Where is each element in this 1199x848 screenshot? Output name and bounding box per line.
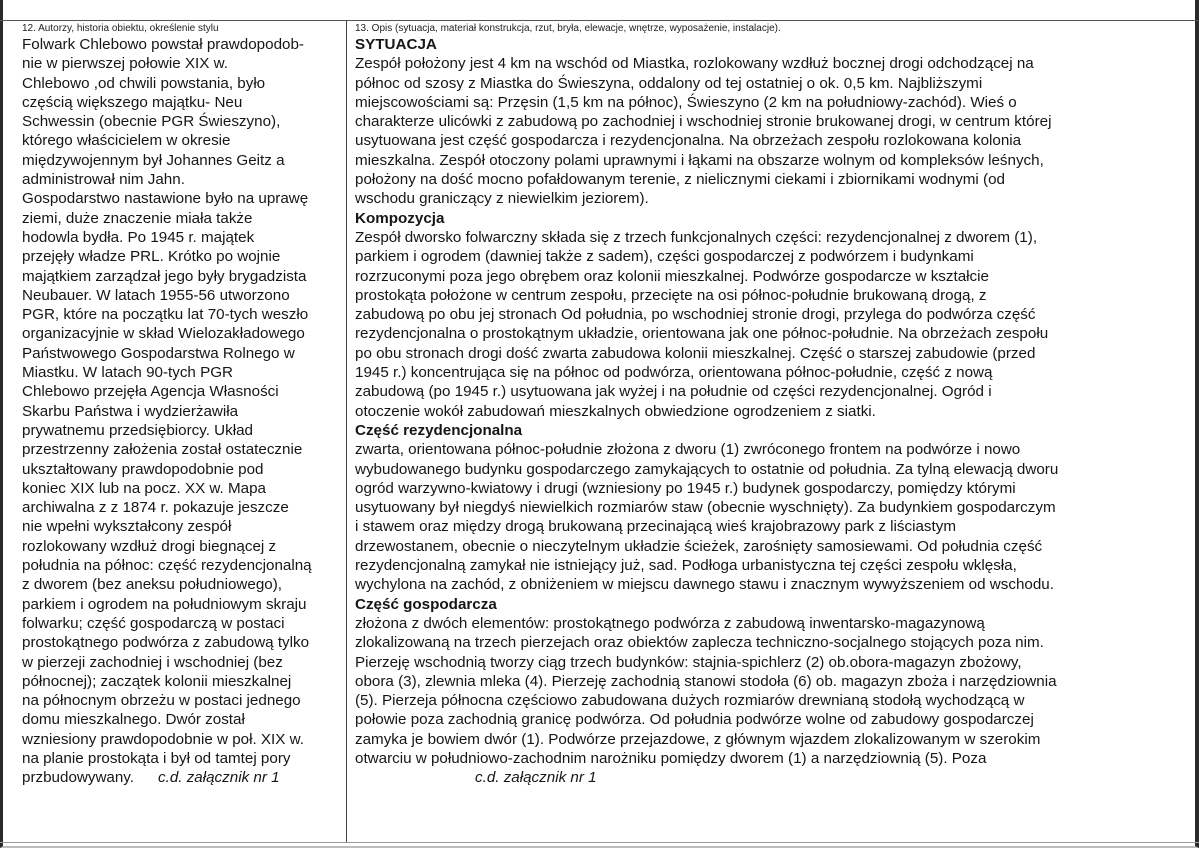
description-column <box>355 22 1190 788</box>
text-line: złożona z dwóch elementów: prostokątnego podwórza z zabudową inwentarsko-magazynową <box>355 614 985 632</box>
text-line: prywatnemu przedsiębiorcy. Układ <box>22 421 254 439</box>
continuation-line <box>355 768 1190 787</box>
text-line: koniec XIX lub na pocz. XX w. Mapa <box>22 479 266 497</box>
text-line: (5). Pierzeja północna częściowo zabudowana dużych rozmiarów drewnianą stodołą wychodzącą w <box>355 692 1025 710</box>
text-line: połowie poza zachodnią granicę podwórza. Od południa podwórze wolne od zabudowy gospodarczej <box>355 711 1034 729</box>
text-line: rozlokowany wzdłuż drogi biegnącej z <box>22 537 277 555</box>
text-line: na północnym obrzeżu w postaci jednego <box>22 692 301 710</box>
section-heading: Część rezydencjonalna <box>355 421 523 439</box>
text-line: przejęły władze PRL. Krótko po wojnie <box>22 248 281 266</box>
description-text <box>355 35 1190 788</box>
text-line: wychylona na zachód, z obniżeniem w miejscu dawnego stawu i znacznym wywyższeniem od wschodu. <box>355 576 1054 594</box>
text-line: nie wpełni wykształcony zespół <box>22 518 232 536</box>
text-line: z dworem (bez aneksu południowego), <box>22 576 283 594</box>
text-line-content: przbudowywany. <box>22 769 134 787</box>
text-line: wybudowanego budynku gospodarczego zamykających to ostatnie od południa. Za tylną elewacją dworu <box>355 460 1059 478</box>
top-rule <box>0 20 1199 21</box>
text-line: majątkiem zarządzał jego były brygadzista <box>22 267 307 285</box>
text-line: otoczenie wokół zabudowań mieszkalnych obwiedzione ogrodzeniem z siatki. <box>355 402 876 420</box>
text-line: południa na północ: część rezydencjonalną <box>22 557 312 575</box>
text-line: ziemi, duże znaczenie miała także <box>22 209 253 227</box>
continuation-note: c.d. załącznik nr 1 <box>475 769 597 787</box>
history-text <box>22 35 344 788</box>
section-heading: SYTUACJA <box>355 36 437 53</box>
text-line: Zespół dworsko folwarczny składa się z trzech funkcjonalnych części: rezydencjonalnej z dworem (1), <box>355 228 1038 246</box>
column-divider <box>346 20 347 842</box>
bottom-rule <box>0 842 1199 843</box>
text-line: prostokąta położone w centrum zespołu, przecięte na osi północ-południe brukowaną drogą, z <box>355 286 987 304</box>
text-line: zwarta, orientowana północ-południe złożona z dworu (1) zwróconego frontem na podwórze i nowo <box>355 441 1021 459</box>
text-line: na planie prostokąta i był od tamtej pory <box>22 749 291 767</box>
history-column <box>22 22 344 788</box>
text-line: usytuowany był niegdyś niewielkich rozmiarów staw (obecnie wyschnięty). Za budynkiem gospodarczym <box>355 499 1056 517</box>
text-line: wzniesiony prawdopodobnie w poł. XIX w. <box>22 730 304 748</box>
text-line: otwarciu w południowo-zachodnim narożniku pomiędzy dworem (1) a narzędziownią (5). Poza <box>355 749 987 767</box>
text-line: Zespół położony jest 4 km na wschód od Miastka, rozlokowany wzdłuż bocznej drogi odchodzącej na <box>355 55 1034 73</box>
text-line: archiwalna z z 1874 r. pokazuje jeszcze <box>22 499 289 517</box>
field-label-history: 12. Autorzy, historia obiektu, określenie stylu <box>22 23 219 34</box>
text-line: Schwessin (obecnie PGR Świeszyno), <box>22 113 281 131</box>
text-line: nie w pierwszej połowie XIX w. <box>22 55 228 73</box>
text-line: północnej); zaczątek kolonii mieszkalnej <box>22 672 292 690</box>
text-line: zabudową (po 1945 r.) usytuowana jak wyżej i na południe od części rezydencjonalnej. Ogród i <box>355 383 992 401</box>
text-line: organizacyjnie w skład Wielozakładowego <box>22 325 305 343</box>
text-line: wschodu graniczący z niewielkim jeziorem). <box>355 190 649 208</box>
text-line: zlokalizowaną na trzech pierzejach oraz obiektów zaplecza techniczno-socjalnego stojących poza nim. <box>355 634 1044 652</box>
text-line: ogród warzywno-kwiatowy i drugi (wzniesiony po 1945 r.) budynek gospodarczy, pomiędzy którymi <box>355 479 1016 497</box>
field-label-description: 13. Opis (sytuacja, materiał konstrukcja, rzut, bryła, elewacje, wnętrze, wyposażenie, instalacje). <box>355 23 781 34</box>
text-line: i stawem oraz między drogą brukowaną przecinającą wieś krajobrazowy park z liściastym <box>355 518 956 536</box>
continuation-note: c.d. załącznik nr 1 <box>158 769 280 787</box>
text-line: Neubauer. W latach 1955-56 utworzono <box>22 286 290 304</box>
text-line: miejscowościami są: Przęsin (1,5 km na północ), Świeszyno (2 km na południowy-zachód). Wieś o <box>355 93 1017 111</box>
text-line: Skarbu Państwa i wydzierżawiła <box>22 402 239 420</box>
text-line: charakterze ulicówki z zabudową po zachodniej i wschodniej stronie brukowanej drogi, w centrum której <box>355 113 1052 131</box>
text-line: obora (3), zlewnia mleka (4). Pierzeję zachodnią stanowi stodoła (6) ob. magazyn zboża i narzędziownia <box>355 672 1057 690</box>
text-line: rezydencjonalna o prostokątnym układzie, orientowana jak one północ-południe. Na obrzeżach zespołu <box>355 325 1049 343</box>
text-line: parkiem i ogrodem (dawniej także z sadem), części gospodarczej z podwórzem i budynkami <box>355 248 974 266</box>
text-line: Chlebowo ,od chwili powstania, było <box>22 74 266 92</box>
text-line: folwarku; część gospodarczą w postaci <box>22 614 285 632</box>
text-line: przestrzenny założenia został ostatecznie <box>22 441 303 459</box>
text-line: Chlebowo przejęła Agencja Własności <box>22 383 279 401</box>
text-line: międzywojennym był Johannes Geitz a <box>22 151 285 169</box>
text-line: rozrzuconymi poza jego obrębem oraz kolonii mieszkalnej. Podwórze gospodarcze w kształcie <box>355 267 989 285</box>
text-line: Gospodarstwo nastawione było na uprawę <box>22 190 309 208</box>
text-line: administrował nim Jahn. <box>22 171 185 189</box>
section-heading: Kompozycja <box>355 209 445 227</box>
section-heading: Część gospodarcza <box>355 595 497 613</box>
text-line: parkiem i ogrodem na południowym skraju <box>22 595 307 613</box>
text-line: po obu stronach drogi dość zwarta zabudowa kolonii mieszkalnej. Część o starszej zabudowie (przed <box>355 344 1036 362</box>
text-line: północ od szosy z Miastka do Świeszyna, oddalony od tej ostatniej o ok. 0,5 km. Najbliższymi <box>355 74 983 92</box>
text-line: Miastku. W latach 90-tych PGR <box>22 364 234 382</box>
text-line: prostokątnego podwórza z zabudową tylko <box>22 634 310 652</box>
text-line: Państwowego Gospodarstwa Rolnego w <box>22 344 295 362</box>
text-line: częścią większego majątku- Neu <box>22 93 243 111</box>
text-line: Pierzeję wschodnią tworzy ciąg trzech budynków: stajnia-spichlerz (2) ob.obora-magazyn zbożowy, <box>355 653 1022 671</box>
text-line: położony na dość mocno pofałdowanym terenie, z nielicznymi ciekami i zbiornikami wodnymi (od <box>355 171 1005 189</box>
text-line: PGR, które na początku lat 70-tych weszło <box>22 306 309 324</box>
text-line: rezydencjonalną zamykał nie istniejący już, sad. Podłoga urbanistyczna tej części zespołu wklęsła, <box>355 557 1017 575</box>
text-line: w pierzeji zachodniej i wschodniej (bez <box>22 653 283 671</box>
text-line: Folwark Chlebowo powstał prawdopodob- <box>22 36 304 53</box>
text-line: ukształtowany prawdopodobnie pod <box>22 460 264 478</box>
text-line: mieszkalna. Zespół otoczony polami uprawnymi i łąkami na obszarze wolnym od kompleksów leśnych, <box>355 151 1044 169</box>
text-line: 1945 r.) koncentrująca się na północ od podwórza, orientowana północ-południe, część z nową <box>355 364 993 382</box>
text-line: zamyka je bowiem dwór (1). Podwórze przejazdowe, z głównym wjazdem zlokalizowanym w szerokim <box>355 730 1041 748</box>
text-line: którego właścicielem w okresie <box>22 132 231 150</box>
text-line: usytuowana jest część gospodarcza i rezydencjonalna. Na obrzeżach zespołu rozlokowana kolonia <box>355 132 1022 150</box>
text-line: hodowla bydła. Po 1945 r. majątek <box>22 228 255 246</box>
text-line: drzewostanem, obecnie o nieczytelnym układzie ścieżek, zarośnięty samosiewami. Od południa część <box>355 537 1043 555</box>
text-line: domu mieszkalnego. Dwór został <box>22 711 245 729</box>
text-line: zabudową po obu jej stronach Od południa, po wschodniej stronie drogi, przylega do podwórza część <box>355 306 1036 324</box>
text-line <box>22 768 344 787</box>
